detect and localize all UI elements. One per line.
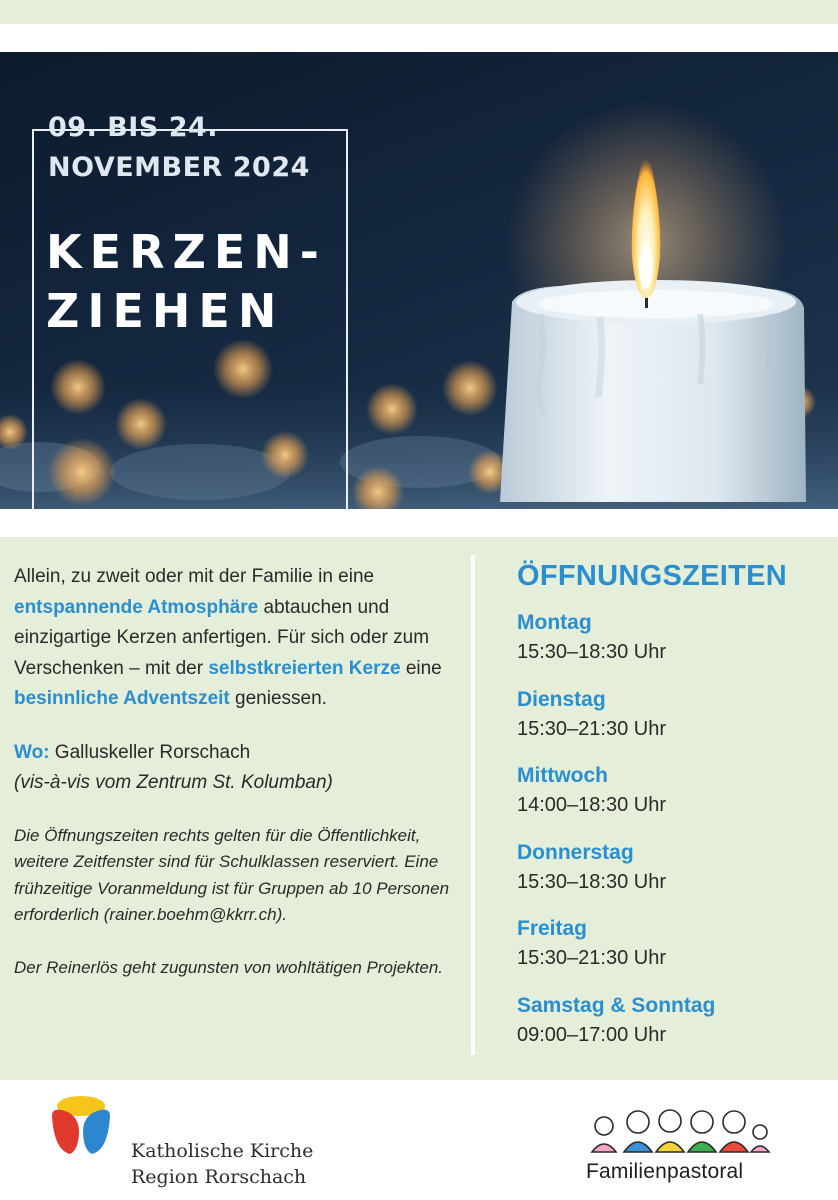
intro-highlight-2: selbstkreierten Kerze — [208, 657, 401, 679]
intro-text-2: abtauchen und einzigartige Kerzen anfertigen. Für sich oder zum Verschenken – mit der — [14, 596, 430, 679]
hours-entry-monday — [517, 609, 827, 686]
organization-name — [131, 1138, 313, 1190]
registration-note: Die Öffnungszeiten rechts gelten für die Öffentlichkeit, weitere Zeitfenster sind für Schulklassen reserviert. Eine frühzeitige Voranmeldung ist für Gruppen ab 10 Personen erforderlich (rainer.boehm@kkrr.ch). — [14, 825, 450, 924]
event-date-line-1: 09. BIS 24. — [48, 112, 219, 143]
day-name: Donnerstag — [517, 840, 634, 864]
hours-entry-weekend — [517, 992, 827, 1069]
intro-text-1: Allein, zu zweit oder mit der Familie in eine — [14, 566, 375, 587]
location-block — [14, 738, 459, 799]
event-date-line-2: NOVEMBER 2024 — [48, 152, 310, 183]
opening-hours-title: ÖFFNUNGSZEITEN — [517, 560, 788, 592]
partner-name: Familienpastoral — [586, 1160, 744, 1183]
day-name: Mittwoch — [517, 764, 608, 787]
day-time: 09:00–17:00 Uhr — [517, 1023, 667, 1046]
opening-hours — [517, 560, 827, 1068]
intro-text-3: eine — [400, 657, 442, 679]
proceeds-note: Der Reinerlös geht zugunsten von wohltätigen Projekten. — [14, 957, 444, 977]
intro-text-4: geniessen. — [229, 688, 327, 709]
day-name: Samstag & Sonntag — [517, 993, 716, 1017]
church-logo-icon — [48, 1094, 114, 1160]
top-strip — [0, 0, 838, 24]
location-note: (vis-à-vis vom Zentrum St. Kolumban) — [14, 772, 333, 793]
family-figures-icon — [586, 1104, 776, 1156]
event-title-line-2: ZIEHEN — [46, 284, 285, 338]
location-label: Wo: — [14, 741, 50, 763]
day-time: 15:30–21:30 Uhr — [517, 947, 667, 969]
organization-line-1: Katholische Kirche — [131, 1140, 314, 1162]
intro-highlight-1: entspannende Atmosphäre — [14, 596, 259, 618]
hours-entry-wednesday — [517, 762, 827, 839]
day-time: 15:30–21:30 Uhr — [517, 717, 667, 740]
location-value: Galluskeller Rorschach — [49, 741, 251, 763]
intro-highlight-3: besinnliche Adventszeit — [14, 688, 230, 709]
day-time: 14:00–18:30 Uhr — [517, 794, 667, 816]
description-column — [14, 562, 459, 981]
event-title-line-1: KERZEN- — [46, 225, 327, 279]
day-name: Dienstag — [517, 687, 606, 711]
intro-paragraph — [14, 562, 459, 715]
hours-entry-friday — [517, 915, 827, 992]
day-time: 15:30–18:30 Uhr — [517, 641, 667, 663]
day-name: Freitag — [517, 917, 588, 940]
column-divider — [471, 555, 475, 1055]
organization-line-2: Region Rorschach — [131, 1166, 307, 1188]
day-time: 15:30–18:30 Uhr — [517, 870, 667, 893]
hours-entry-thursday — [517, 839, 827, 916]
day-name: Montag — [517, 611, 592, 634]
hours-entry-tuesday — [517, 686, 827, 763]
